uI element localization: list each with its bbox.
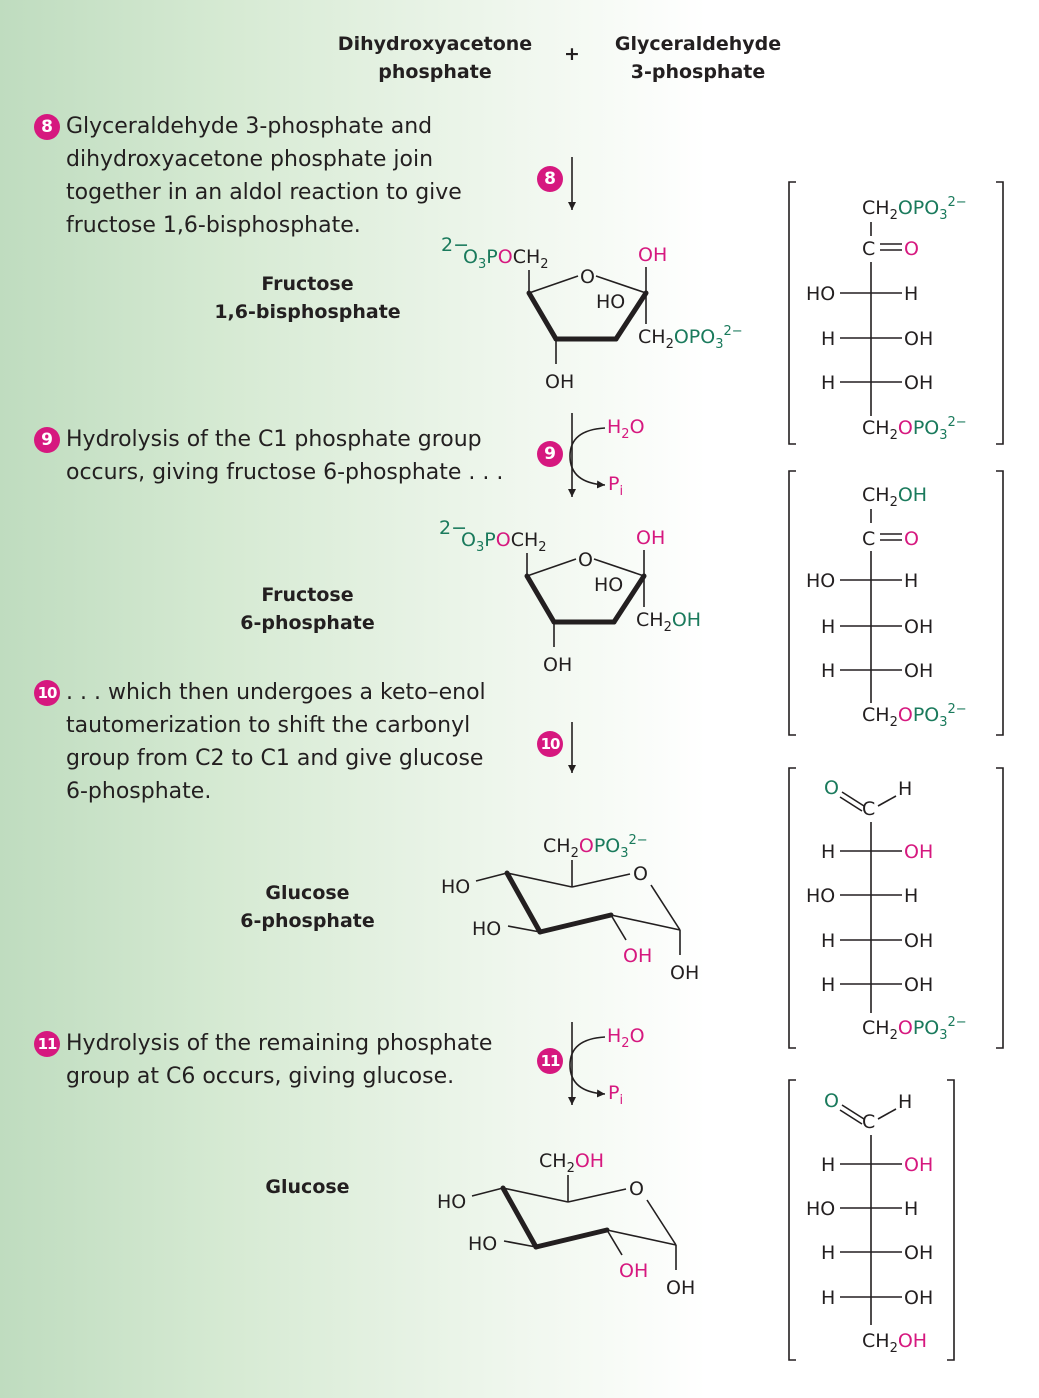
svg-text:2−: 2− (441, 234, 470, 256)
water-label: $H_2O$ (607, 416, 645, 442)
svg-text:HO: HO (806, 570, 836, 592)
svg-text:HO: HO (441, 876, 471, 898)
svg-text:HO: HO (594, 574, 624, 596)
arrow-11-badge: 11 (537, 1048, 563, 1074)
reactant-dihydroxyacetone-phosphate: Dihydroxyacetone phosphate (337, 33, 533, 83)
svg-text:H: H (821, 1242, 836, 1264)
svg-text:O: O (824, 1090, 839, 1112)
svg-text:OH: OH (638, 244, 668, 266)
svg-text:H: H (821, 328, 836, 350)
compound-name-fructose-6-phosphate: Fructose 6-phosphate (240, 584, 375, 634)
svg-text:O: O (578, 549, 593, 571)
svg-text:H: H (821, 372, 836, 394)
svg-text:HO: HO (472, 918, 502, 940)
svg-text:C: C (862, 1111, 876, 1133)
svg-text:O: O (580, 266, 595, 288)
svg-text:H: H (904, 570, 919, 592)
phosphate-label: $P_i$ (608, 473, 624, 499)
water-label-2: $H_2O$ (607, 1025, 645, 1051)
arrow-10-badge: 10 (537, 731, 563, 757)
svg-text:OH: OH (904, 328, 934, 350)
svg-text:O: O (629, 1178, 644, 1200)
fischer-fructose-6-phosphate (789, 471, 1003, 735)
phosphate-label-2: $P_i$ (608, 1082, 624, 1108)
compound-name-glucose-6-phosphate: Glucose 6-phosphate (240, 882, 375, 932)
svg-text:H: H (821, 616, 836, 638)
svg-text:OH: OH (904, 841, 934, 863)
svg-text:CH2OPO32−: $CH_2OPO_3^{2-}$ (862, 415, 967, 443)
svg-text:CH2OPO32−: $CH_2OPO_3^{2-}$ (862, 1015, 967, 1043)
compound-name-glucose: Glucose (265, 1176, 350, 1198)
svg-text:OH: OH (545, 371, 575, 393)
reaction-arrow-9 (570, 413, 645, 499)
step-8-badge: 8 (34, 114, 60, 140)
arrow-8-badge: 8 (537, 166, 563, 192)
svg-text:OH: OH (904, 1154, 934, 1176)
svg-text:H: H (904, 1198, 919, 1220)
glucose-6-phosphate-ring (441, 833, 699, 984)
svg-text:H: H (821, 660, 836, 682)
svg-text:OH: OH (904, 372, 934, 394)
svg-text:OH: OH (904, 1242, 934, 1264)
svg-text:HO: HO (596, 291, 626, 313)
svg-text:OH: OH (543, 654, 573, 676)
step-11-description: 11 Hydrolysis of the remaining phosphate group at C6 occurs, giving glucose. (34, 1027, 492, 1093)
svg-text:CH2OPO32−: $CH_2OPO_3^{2-}$ (543, 833, 648, 861)
svg-text:C: C (862, 528, 876, 550)
svg-text:OH: OH (666, 1277, 696, 1299)
svg-text:CH2OH: $CH_2OH$ (862, 1330, 928, 1356)
svg-text:OH: OH (619, 1260, 649, 1282)
svg-text:HO: HO (468, 1233, 498, 1255)
svg-text:CH2OH: $CH_2OH$ (862, 484, 928, 510)
svg-text:H: H (821, 1154, 836, 1176)
svg-text:OH: OH (904, 1287, 934, 1309)
glucose-ring (437, 1150, 695, 1299)
reaction-arrow-11 (570, 1022, 645, 1108)
compound-name-fructose-1-6-bisphosphate: Fructose 1,6-bisphosphate (214, 273, 401, 323)
svg-text:H: H (904, 283, 919, 305)
arrow-9-badge: 9 (537, 441, 563, 467)
svg-text:O3POCH2: $O_3POCH_2$ (463, 246, 549, 272)
svg-text:H: H (821, 1287, 836, 1309)
fischer-glucose-6-phosphate (789, 768, 1003, 1048)
step-11-badge: 11 (34, 1031, 60, 1057)
step-9-description: 9 Hydrolysis of the C1 phosphate group occurs, giving fructose 6-phosphate . . . (34, 423, 503, 489)
fischer-fructose-1-6-bisphosphate (789, 182, 1003, 444)
svg-text:HO: HO (437, 1191, 467, 1213)
svg-text:OH: OH (904, 930, 934, 952)
step-9-badge: 9 (34, 427, 60, 453)
svg-text:H: H (898, 1091, 913, 1113)
svg-text:HO: HO (806, 885, 836, 907)
svg-text:H: H (821, 974, 836, 996)
fischer-glucose (789, 1080, 954, 1360)
svg-text:O: O (824, 777, 839, 799)
svg-text:CH2OPO32−: $CH_2OPO_3^{2-}$ (638, 324, 743, 352)
svg-text:O: O (633, 863, 648, 885)
svg-text:C: C (862, 238, 876, 260)
svg-text:OH: OH (670, 962, 700, 984)
svg-text:H: H (904, 885, 919, 907)
plus-sign: + (564, 43, 580, 65)
svg-text:OH: OH (904, 616, 934, 638)
svg-text:OH: OH (636, 527, 666, 549)
svg-text:CH2OPO32−: $CH_2OPO_3^{2-}$ (862, 195, 967, 223)
svg-text:CH2OH: $CH_2OH$ (539, 1150, 605, 1176)
svg-text:CH2OH: $CH_2OH$ (636, 609, 702, 635)
svg-text:H: H (898, 778, 913, 800)
svg-text:OH: OH (623, 945, 653, 967)
step-10-badge: 10 (34, 680, 60, 706)
svg-text:HO: HO (806, 283, 836, 305)
svg-text:O: O (904, 528, 919, 550)
svg-text:OH: OH (904, 660, 934, 682)
svg-text:O3POCH2: $O_3POCH_2$ (461, 529, 547, 555)
step-8-description: 8 Glyceraldehyde 3-phosphate and dihydroxyacetone phosphate join together in an aldol reaction to give fructose 1,6-bisphosphate. (34, 110, 462, 242)
svg-text:H: H (821, 930, 836, 952)
svg-text:H: H (821, 841, 836, 863)
svg-text:O: O (904, 238, 919, 260)
fructose-1-6-bisphosphate-ring (441, 234, 743, 393)
fructose-6-phosphate-ring (439, 517, 701, 676)
svg-text:C: C (862, 798, 876, 820)
svg-text:2−: 2− (439, 517, 468, 539)
step-10-description: 10 . . . which then undergoes a keto–enol tautomerization to shift the carbonyl group from C2 to C1 and give glucose 6-phosphate. (34, 676, 486, 808)
svg-text:CH2OPO32−: $CH_2OPO_3^{2-}$ (862, 702, 967, 730)
svg-text:OH: OH (904, 974, 934, 996)
svg-text:HO: HO (806, 1198, 836, 1220)
reactant-glyceraldehyde-3-phosphate: Glyceraldehyde 3-phosphate (614, 33, 782, 83)
